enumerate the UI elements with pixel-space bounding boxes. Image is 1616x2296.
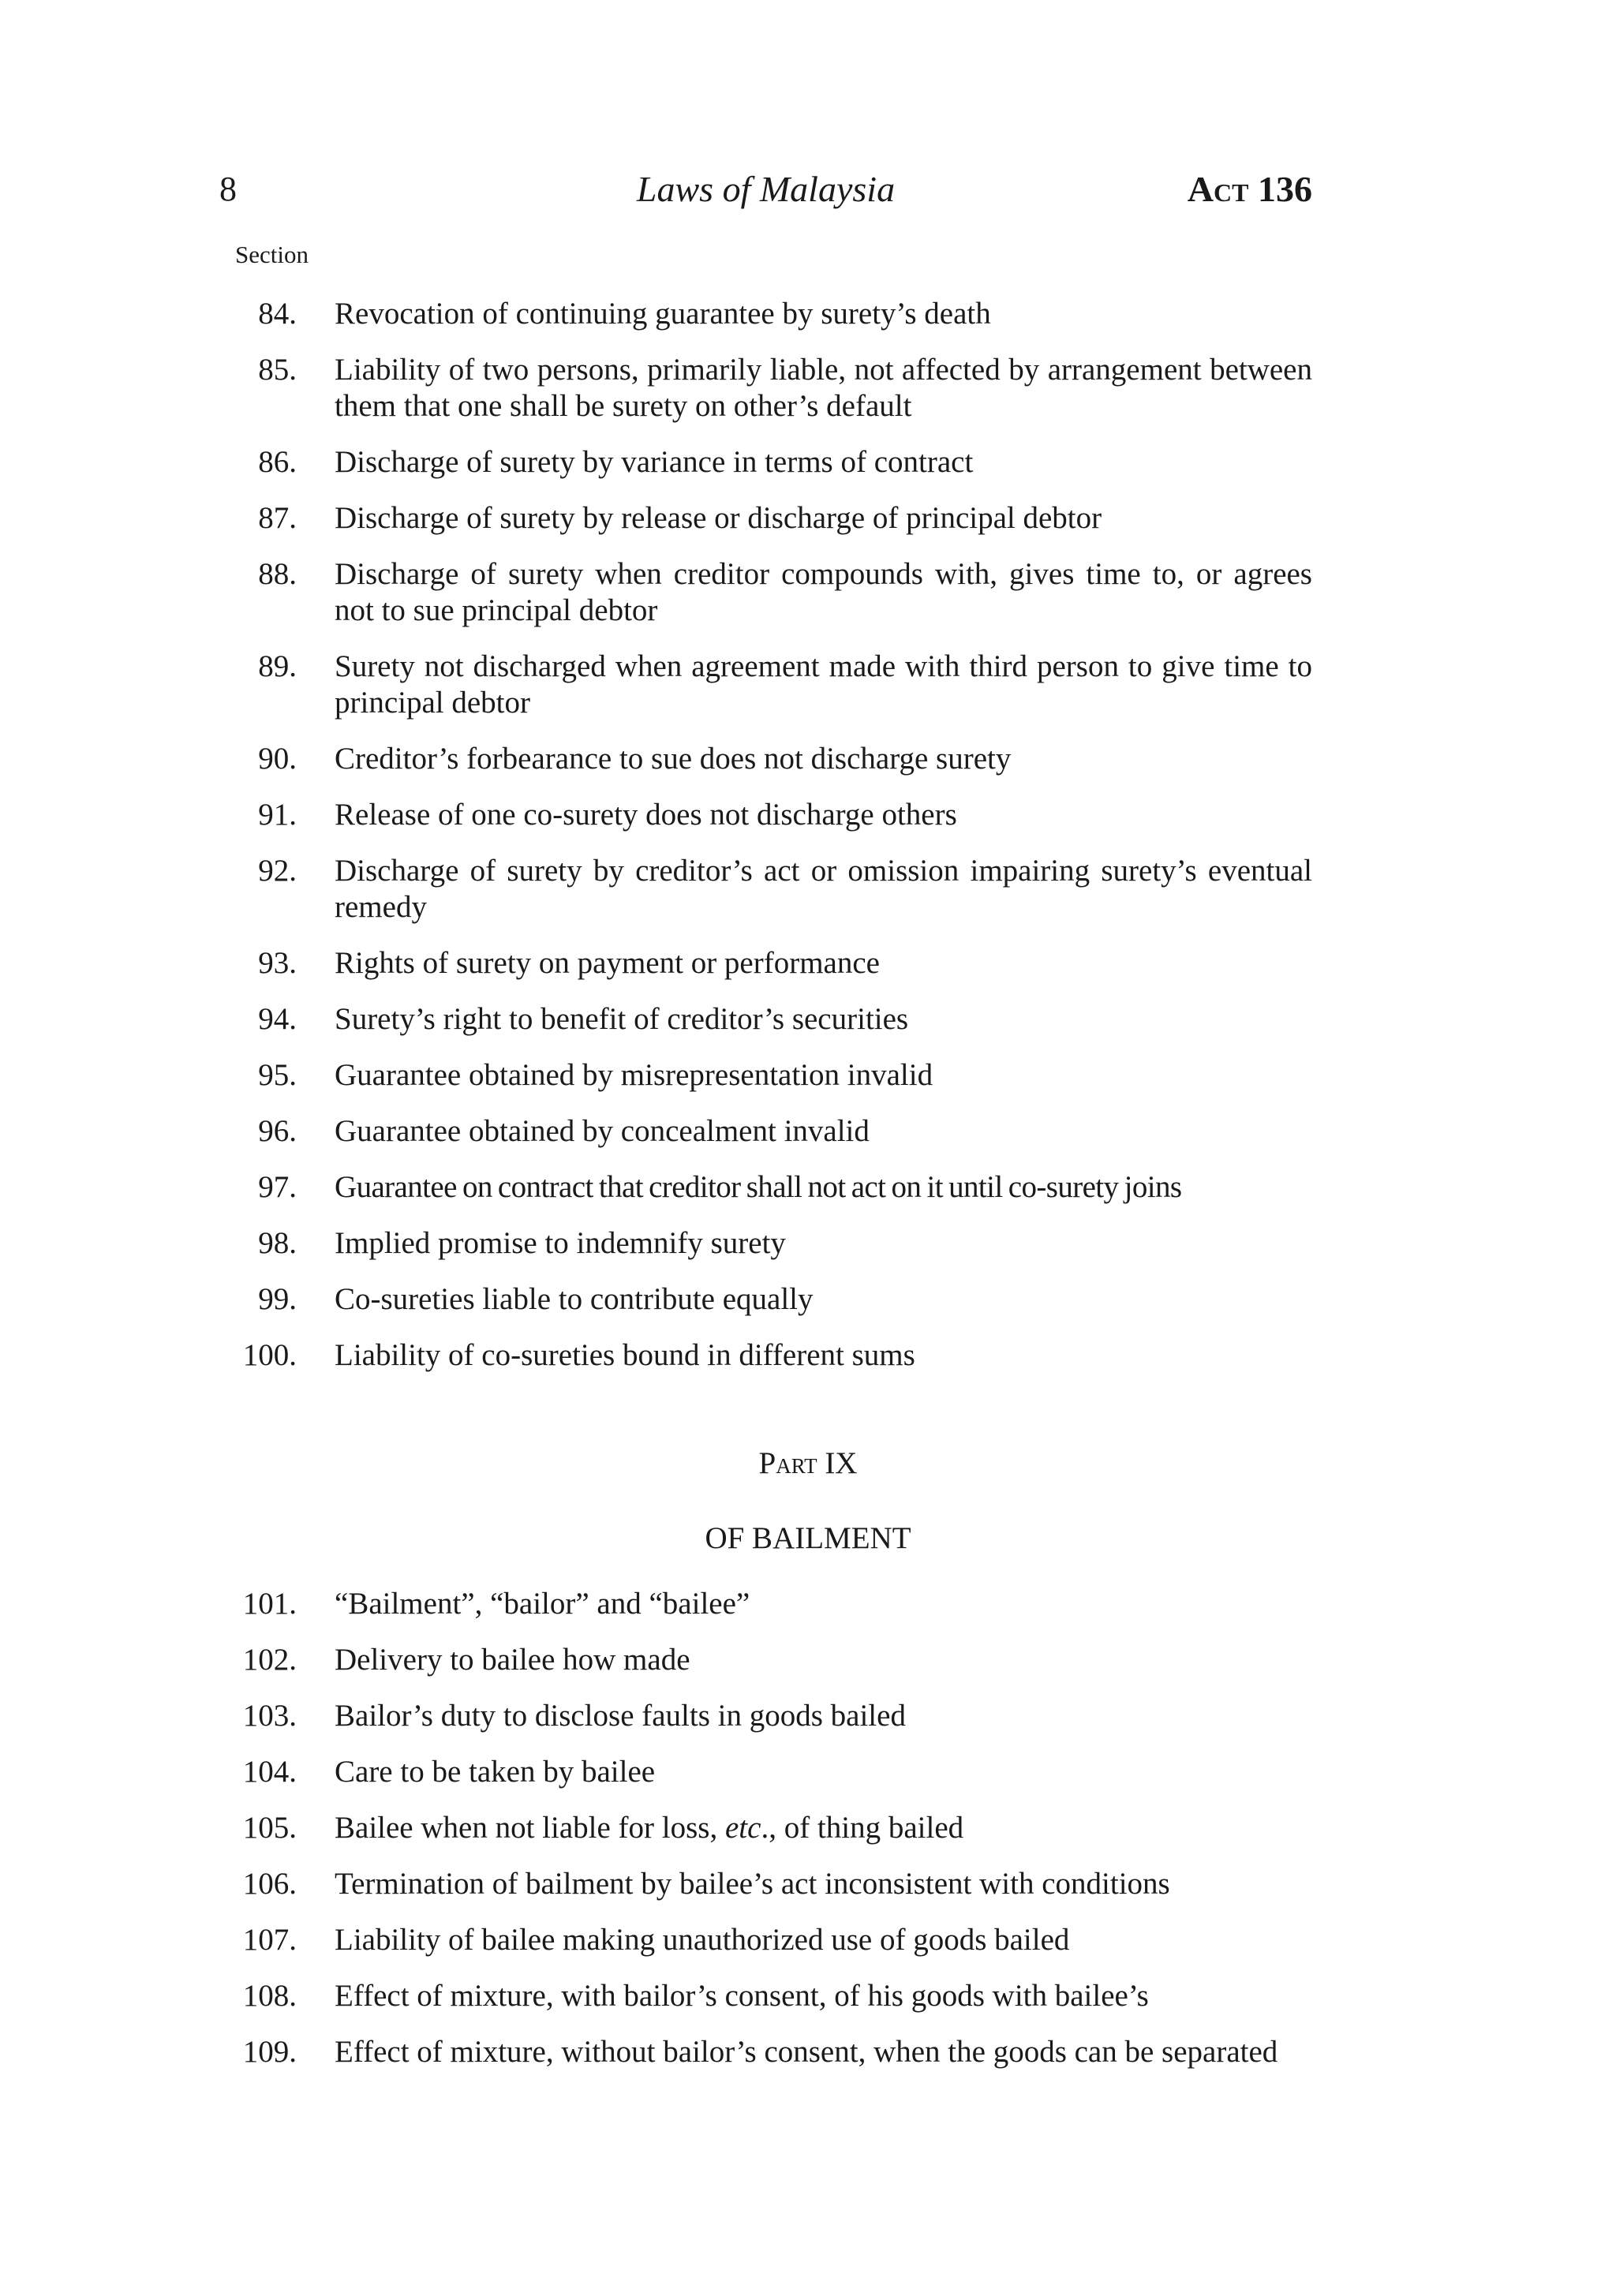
section-number: 105. [242,1811,297,1845]
section-title: Release of one co-surety does not discharge others [335,798,957,832]
section-title: Revocation of continuing guarantee by surety’s death [335,297,991,331]
section-number: 95. [258,1058,297,1092]
section-number: 87. [258,501,297,535]
section-number: 108. [242,1979,297,2013]
section-number: 92. [258,854,297,888]
section-number: 90. [258,742,297,776]
section-number: 86. [258,445,297,479]
section-title: Effect of mixture, with bailor’s consent, of his goods with bailee’s [335,1979,1149,2013]
section-title: Delivery to bailee how made [335,1643,690,1677]
section-number: 103. [242,1699,297,1733]
section-number: 100. [242,1338,297,1372]
section-title-start: Bailee when not liable for loss, [335,1811,725,1845]
section-list-part-8 [0,296,1616,1393]
act-prefix: Act [1187,169,1249,209]
section-number: 91. [258,798,297,832]
list-item [0,1586,1616,1642]
section-title: Rights of surety on payment or performance [335,946,880,980]
section-title [335,1810,1312,1846]
section-title: “Bailment”, “bailor” and “bailee” [335,1587,750,1621]
section-title: Guarantee obtained by concealment invalid [335,1114,870,1148]
section-title: Discharge of surety by release or discharge of principal debtor [335,501,1102,535]
section-number: 99. [258,1282,297,1316]
list-item [0,1225,1616,1281]
list-item [0,1810,1616,1866]
act-label [1188,166,1312,213]
list-item [0,853,1616,945]
list-item [0,1057,1616,1113]
section-number: 101. [242,1587,297,1621]
list-item [0,1978,1616,2034]
section-title: Termination of bailment by bailee’s act inconsistent with conditions [335,1867,1170,1901]
list-item [0,1169,1616,1225]
section-title: Creditor’s forbearance to sue does not discharge surety [335,742,1012,776]
list-item [0,741,1616,797]
part-title: OF BAILMENT [705,1521,911,1555]
list-item [0,444,1616,500]
section-number: 106. [242,1867,297,1901]
page-header [219,166,1312,213]
section-number: 104. [242,1755,297,1789]
section-title: Discharge of surety when creditor compounds with, gives time to, or agrees not to sue principal debtor [335,557,1312,627]
section-title: Guarantee obtained by misrepresentation invalid [335,1058,933,1092]
section-number: 107. [242,1923,297,1957]
section-number: 97. [258,1170,297,1204]
list-item [0,649,1616,741]
section-number: 94. [258,1002,297,1036]
section-caption: Section [235,241,309,268]
list-item [0,352,1616,444]
act-number: 136 [1258,169,1312,209]
list-item [0,797,1616,853]
list-item [0,2034,1616,2126]
section-number: 109. [242,2035,297,2069]
section-title: Care to be taken by bailee [335,1755,656,1789]
list-item [0,1001,1616,1057]
list-item [0,1642,1616,1698]
section-list-part-9 [0,1586,1616,2126]
section-title: Liability of two persons, primarily liable, not affected by arrangement between them that one shall be surety on other’s default [335,353,1312,423]
section-title-italic: etc [724,1811,761,1845]
section-number: 84. [258,297,297,331]
running-title: Laws of Malaysia [636,169,896,209]
section-number: 85. [258,353,297,387]
list-item [0,500,1616,556]
list-item [0,1866,1616,1922]
section-title: Co-sureties liable to contribute equally [335,1282,814,1316]
section-number: 88. [258,557,297,591]
page-number: 8 [219,170,237,208]
list-item [0,1113,1616,1169]
section-title: Liability of bailee making unauthorized use of goods bailed [335,1923,1070,1957]
section-title: Liability of co-sureties bound in different sums [335,1338,915,1372]
section-title: Guarantee on contract that creditor shall not act on it until co-surety joins [335,1170,1182,1204]
section-number: 102. [242,1643,297,1677]
part-heading: Part IX [758,1446,858,1480]
section-title-end: ., of thing bailed [761,1811,964,1845]
list-item [0,556,1616,649]
list-item [0,1281,1616,1337]
section-number: 96. [258,1114,297,1148]
section-number: 98. [258,1226,297,1260]
section-title: Discharge of surety by variance in terms of contract [335,445,974,479]
section-number: 89. [258,649,297,683]
list-item [0,945,1616,1001]
section-title: Surety’s right to benefit of creditor’s securities [335,1002,909,1036]
section-title: Bailor’s duty to disclose faults in goods bailed [335,1699,906,1733]
list-item [0,1337,1616,1393]
section-title: Effect of mixture, without bailor’s consent, when the goods can be separated [335,2035,1278,2069]
section-title: Discharge of surety by creditor’s act or omission impairing surety’s eventual remedy [335,854,1312,924]
list-item [0,1698,1616,1754]
list-item [0,296,1616,352]
list-item [0,1754,1616,1810]
section-number: 93. [258,946,297,980]
section-title: Surety not discharged when agreement made with third person to give time to principal debtor [335,649,1312,720]
list-item [0,1922,1616,1978]
section-title: Implied promise to indemnify surety [335,1226,786,1260]
